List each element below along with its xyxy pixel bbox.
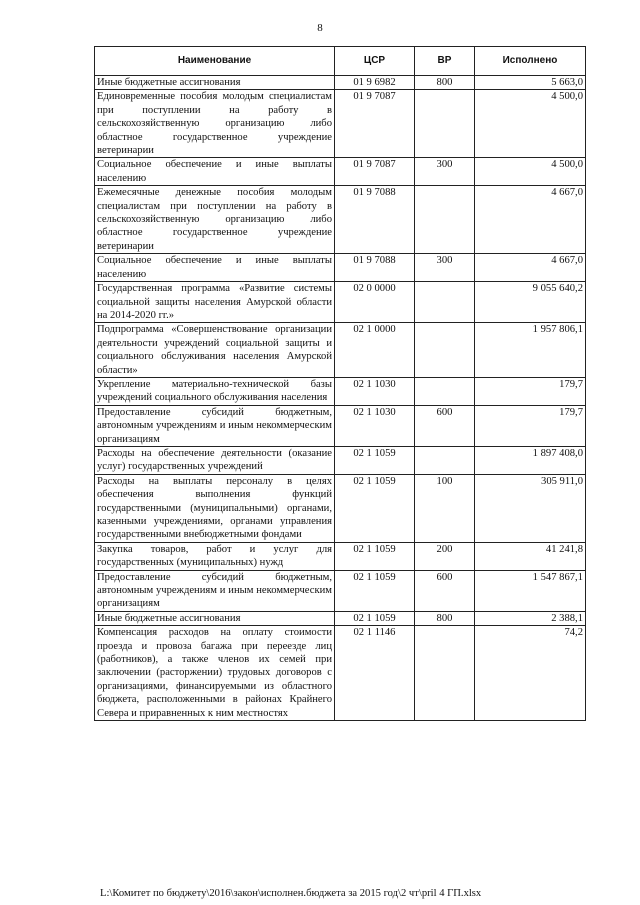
row-name-cell: Предоставление субсидий бюджетным, автономным учреждениям и иным некоммерческим организациям [95,405,335,446]
row-vr-cell: 300 [415,158,475,186]
row-name-cell: Единовременные пособия молодым специалистам при поступлении на работу в сельскохозяйственную организацию либо областное государственное учреждение ветеринарии [95,90,335,158]
row-vr-cell: 800 [415,76,475,90]
row-amount-cell: 4 667,0 [475,254,586,282]
table-row [95,570,586,611]
row-csr-cell: 02 1 1030 [335,377,415,405]
row-amount-cell: 1 547 867,1 [475,570,586,611]
row-name-cell: Компенсация расходов на оплату стоимости проезда и провоза багажа при переезде лиц (работников), а также членов их семей при заключении (расторжении) трудовых договоров с организациями, финансируемыми из областного бюджета, расположенными в районах Крайнего Севера и приравненных к ним местностях [95,626,335,721]
row-amount-cell: 4 667,0 [475,186,586,254]
row-name-cell: Ежемесячные денежные пособия молодым специалистам при поступлении на работу в сельскохозяйственную организацию либо областное государственное учреждение ветеринарии [95,186,335,254]
table-row [95,158,586,186]
row-name-cell: Подпрограмма «Совершенствование организации деятельности учреждений социальной защиты и социального обслуживания населения Амурской области» [95,323,335,378]
table-row [95,474,586,542]
row-amount-cell: 2 388,1 [475,611,586,625]
row-csr-cell: 02 1 1146 [335,626,415,721]
row-vr-cell [415,282,475,323]
table-row [95,254,586,282]
table-row [95,76,586,90]
row-vr-cell: 100 [415,474,475,542]
row-name-cell: Социальное обеспечение и иные выплаты населению [95,158,335,186]
table-row [95,626,586,721]
row-vr-cell [415,323,475,378]
row-vr-cell: 600 [415,570,475,611]
table-row [95,542,586,570]
row-amount-cell: 179,7 [475,405,586,446]
row-name-cell: Расходы на выплаты персоналу в целях обеспечения выполнения функций государственными (муниципальными) органами, казенными учреждениями, органами управления государственными внебюджетными фондами [95,474,335,542]
row-name-cell: Государственная программа «Развитие системы социальной защиты населения Амурской области на 2014-2020 гг.» [95,282,335,323]
row-vr-cell [415,446,475,474]
row-amount-cell: 1 957 806,1 [475,323,586,378]
table-header-row [95,47,586,76]
row-amount-cell: 305 911,0 [475,474,586,542]
budget-execution-table [94,46,586,721]
row-name-cell: Иные бюджетные ассигнования [95,76,335,90]
row-name-cell: Предоставление субсидий бюджетным, автономным учреждениям и иным некоммерческим организациям [95,570,335,611]
row-name-cell: Иные бюджетные ассигнования [95,611,335,625]
row-amount-cell: 74,2 [475,626,586,721]
row-vr-cell [415,377,475,405]
row-csr-cell: 02 1 1059 [335,542,415,570]
row-csr-cell: 01 9 6982 [335,76,415,90]
page-number: 8 [317,22,323,34]
row-csr-cell: 02 1 1059 [335,611,415,625]
row-name-cell: Закупка товаров, работ и услуг для государственных (муниципальных) нужд [95,542,335,570]
row-amount-cell: 4 500,0 [475,90,586,158]
row-csr-cell: 02 1 0000 [335,323,415,378]
row-name-cell: Укрепление материально-технической базы учреждений социального обслуживания населения [95,377,335,405]
row-csr-cell: 02 1 1059 [335,474,415,542]
row-vr-cell [415,186,475,254]
row-csr-cell: 01 9 7087 [335,90,415,158]
table-row [95,282,586,323]
file-path-footer: L:\Комитет по бюджету\2016\закон\исполнен.бюджета за 2015 год\2 чт\pril 4 ГП.xlsx [100,888,482,899]
row-amount-cell: 4 500,0 [475,158,586,186]
table-row [95,405,586,446]
row-name-cell: Расходы на обеспечение деятельности (оказание услуг) государственных учреждений [95,446,335,474]
table-row [95,611,586,625]
row-name-cell: Социальное обеспечение и иные выплаты населению [95,254,335,282]
table-row [95,186,586,254]
row-vr-cell: 600 [415,405,475,446]
row-vr-cell [415,626,475,721]
column-header-name: Наименование [95,47,335,76]
row-amount-cell: 41 241,8 [475,542,586,570]
row-csr-cell: 02 1 1059 [335,570,415,611]
table-body [95,76,586,721]
row-vr-cell: 300 [415,254,475,282]
row-vr-cell [415,90,475,158]
table-row [95,90,586,158]
row-vr-cell: 200 [415,542,475,570]
table-row [95,377,586,405]
table-row [95,323,586,378]
column-header-vr: ВР [415,47,475,76]
table-row [95,446,586,474]
column-header-csr: ЦСР [335,47,415,76]
row-amount-cell: 1 897 408,0 [475,446,586,474]
row-amount-cell: 179,7 [475,377,586,405]
row-csr-cell: 01 9 7088 [335,186,415,254]
row-csr-cell: 01 9 7087 [335,158,415,186]
row-csr-cell: 02 1 1030 [335,405,415,446]
row-csr-cell: 02 1 1059 [335,446,415,474]
row-vr-cell: 800 [415,611,475,625]
column-header-executed: Исполнено [475,47,586,76]
row-amount-cell: 5 663,0 [475,76,586,90]
row-csr-cell: 02 0 0000 [335,282,415,323]
row-amount-cell: 9 055 640,2 [475,282,586,323]
row-csr-cell: 01 9 7088 [335,254,415,282]
